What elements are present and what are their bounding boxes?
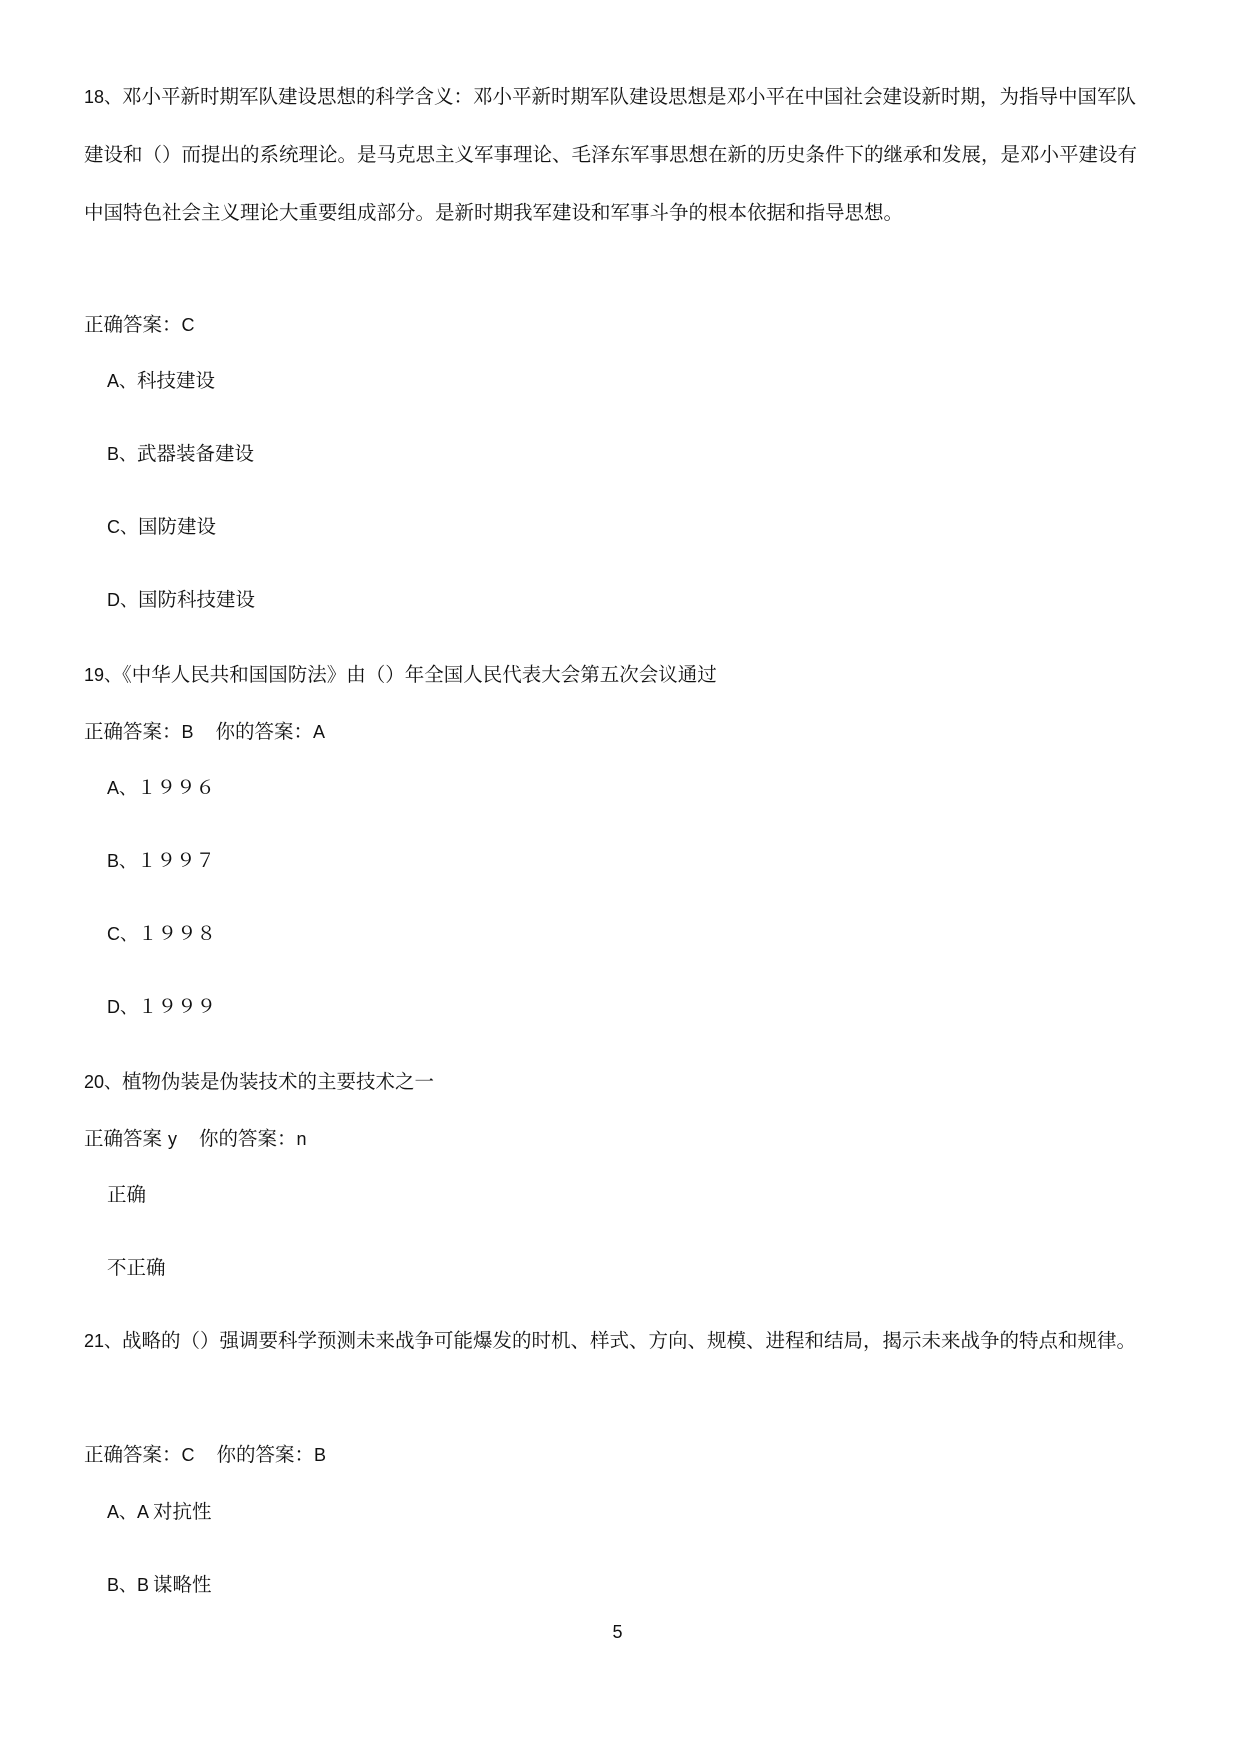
your-answer-value: B: [314, 1445, 327, 1465]
option-text: １９９７: [137, 849, 216, 872]
answer-line-18: [84, 310, 195, 340]
option-text: 科技建设: [137, 369, 216, 392]
your-answer-label: 你的答案：: [199, 1127, 297, 1150]
option-key: A、: [107, 371, 138, 391]
option-19-b: [107, 846, 215, 876]
correct-answer-value: B: [181, 722, 194, 742]
correct-answer-label: 正确答案：: [84, 720, 182, 743]
question-text: 植物伪装是伪装技术的主要技术之一: [122, 1070, 435, 1093]
option-key: B、: [107, 444, 138, 464]
option-key: D、: [107, 997, 138, 1017]
option-text: １９９６: [137, 776, 216, 799]
option-prefix: A: [137, 1502, 150, 1522]
option-text: 不正确: [107, 1256, 166, 1279]
your-answer-value: n: [296, 1129, 307, 1149]
option-prefix: B: [137, 1575, 150, 1595]
option-18-c: [107, 512, 216, 542]
option-18-a: [107, 366, 215, 396]
question-21: [84, 1312, 1144, 1370]
option-key: B、: [107, 851, 138, 871]
correct-answer-value: C: [181, 1445, 195, 1465]
correct-answer-value: y: [168, 1129, 178, 1149]
option-text: １９９８: [138, 922, 217, 945]
correct-answer-label: 正确答案: [84, 1127, 163, 1150]
question-number: 21、: [84, 1331, 123, 1351]
question-18: [84, 68, 1144, 242]
option-text: 对抗性: [153, 1500, 212, 1523]
question-text: 邓小平新时期军队建设思想的科学含义：邓小平新时期军队建设思想是邓小平在中国社会建设新时期，为指导中国军队建设和（）而提出的系统理论。是马克思主义军事理论、毛泽东军事思想在新的历史条件下的继承和发展，是邓小平建设有中国特色社会主义理论大重要组成部分。是新时期我军建设和军事斗争的根本依据和指导思想。: [84, 85, 1138, 224]
correct-answer-label: 正确答案：: [84, 313, 182, 336]
your-answer-label: 你的答案：: [216, 1443, 315, 1466]
option-18-b: [107, 439, 254, 469]
answer-line-21: [84, 1440, 326, 1470]
option-text: １９９９: [138, 995, 217, 1018]
question-number: 18、: [84, 87, 123, 107]
option-19-d: [107, 992, 216, 1022]
your-answer-value: A: [313, 722, 326, 742]
option-21-a: [107, 1497, 212, 1527]
option-text: 正确: [107, 1183, 147, 1206]
page-number: 5: [612, 1622, 623, 1642]
option-20-false: [107, 1253, 166, 1283]
option-19-a: [107, 773, 215, 803]
option-20-true: [107, 1180, 146, 1210]
question-number: 19、: [84, 665, 123, 685]
option-19-c: [107, 919, 216, 949]
question-19: [84, 660, 717, 690]
answer-line-19: [84, 717, 325, 747]
question-text: 《中华人民共和国国防法》由（）年全国人民代表大会第五次会议通过: [122, 663, 717, 686]
question-text: 战略的（）强调要科学预测未来战争可能爆发的时机、样式、方向、规模、进程和结局，揭示未来战争的特点和规律。: [122, 1329, 1137, 1352]
option-text: 谋略性: [153, 1573, 212, 1596]
your-answer-label: 你的答案：: [215, 720, 314, 743]
option-text: 国防科技建设: [138, 588, 256, 611]
answer-line-20: [84, 1124, 307, 1154]
option-key: B、: [107, 1575, 138, 1595]
option-key: A、: [107, 778, 138, 798]
option-key: D、: [107, 590, 138, 610]
option-key: C、: [107, 517, 138, 537]
option-text: 国防建设: [138, 515, 217, 538]
option-key: A、: [107, 1502, 138, 1522]
option-21-b: [107, 1570, 212, 1600]
correct-answer-label: 正确答案：: [84, 1443, 182, 1466]
question-20: [84, 1067, 434, 1097]
question-number: 20、: [84, 1072, 123, 1092]
option-text: 武器装备建设: [137, 442, 255, 465]
correct-answer-value: C: [181, 315, 195, 335]
option-18-d: [107, 585, 255, 615]
option-key: C、: [107, 924, 138, 944]
